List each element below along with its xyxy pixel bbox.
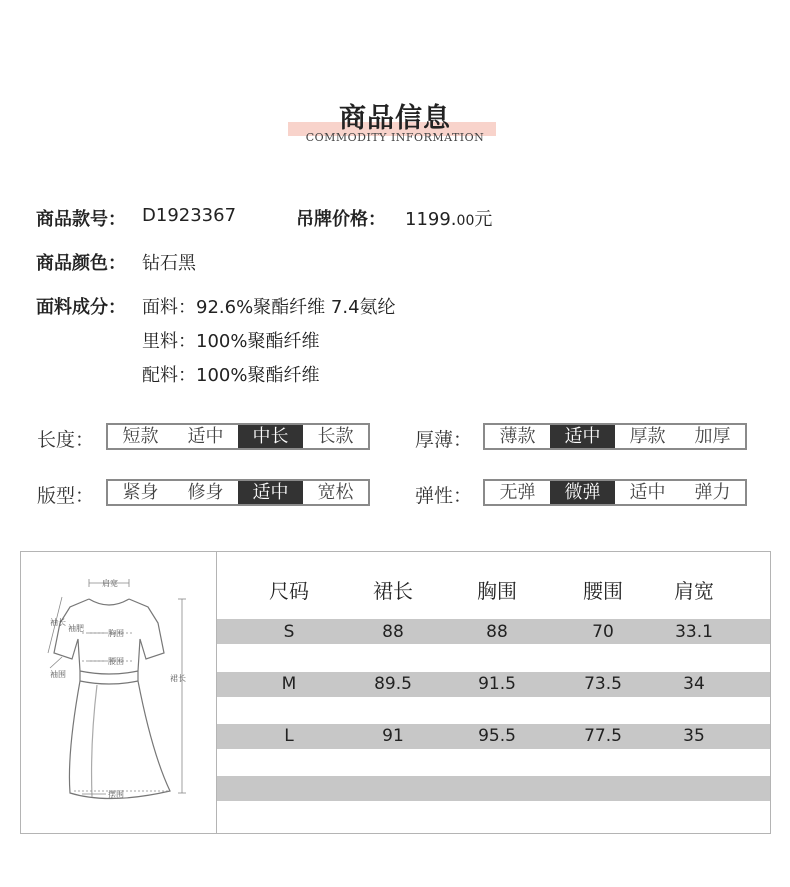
fit-option[interactable]: 紧身 [122,482,159,503]
table-cell: 88 [382,622,404,642]
section-title: 商品信息 [339,103,451,134]
diagram-label-cuff: 袖围 [50,670,66,679]
length-option[interactable]: 短款 [122,426,159,447]
fabric-line-shell: 面料：92.6%聚酯纤维 7.4氨纶 [142,297,396,318]
diagram-label-hem: 摆围 [108,790,124,799]
fit-label: 版型： [37,485,95,507]
price-unit: 元 [474,209,493,230]
fit-options [106,479,370,506]
thickness-options [483,423,747,450]
table-header: 腰围 [583,579,623,603]
thickness-option[interactable]: 加厚 [694,426,731,447]
thickness-option[interactable]: 适中 [550,425,615,448]
table-cell: 70 [592,622,614,642]
table-cell: 33.1 [675,622,713,642]
fabric-line-lining: 里料：100%聚酯纤维 [142,331,320,352]
price-main: 1199. [405,209,457,230]
table-cell: 73.5 [584,674,622,694]
color-label: 商品颜色： [36,253,126,274]
price-value [405,205,492,231]
table-cell: S [283,622,295,642]
table-cell: 35 [683,726,705,746]
thickness-label: 厚薄： [415,429,473,451]
table-cell: 95.5 [478,726,516,746]
elasticity-option[interactable]: 微弹 [550,481,615,504]
table-cell: 91.5 [478,674,516,694]
fabric-line-trim: 配料：100%聚酯纤维 [142,365,320,386]
color-value: 钻石黑 [142,253,196,274]
section-subtitle: COMMODITY INFORMATION [305,131,485,144]
elasticity-option[interactable]: 适中 [629,482,666,503]
sku-label: 商品款号： [36,209,126,230]
price-cents: 00 [456,213,475,229]
table-cell: M [281,674,297,694]
thickness-option[interactable]: 薄款 [499,426,536,447]
table-cell: 89.5 [374,674,412,694]
fabric-label: 面料成分： [36,297,126,318]
table-cell: 91 [382,726,404,746]
fit-option[interactable]: 适中 [238,481,303,504]
length-option[interactable]: 适中 [187,426,224,447]
elasticity-label: 弹性： [415,485,473,507]
table-cell: 34 [683,674,705,694]
table-cell: 77.5 [584,726,622,746]
length-options [106,423,370,450]
length-option[interactable]: 中长 [238,425,303,448]
size-table [217,573,770,813]
diagram-label-skirt-length: 裙长 [170,674,186,683]
elasticity-option[interactable]: 无弹 [499,482,536,503]
elasticity-option[interactable]: 弹力 [694,482,731,503]
diagram-label-chest: 胸围 [108,629,124,638]
price-label: 吊牌价格： [296,209,386,230]
diagram-label-sleeve-length: 袖长 [50,618,66,627]
table-header: 尺码 [269,579,309,603]
table-header: 胸围 [477,579,517,603]
table-cell: 88 [486,622,508,642]
table-header: 肩宽 [674,579,714,603]
dress-measurement-diagram [22,553,214,831]
diagram-label-waist: 腰围 [108,657,124,666]
thickness-option[interactable]: 厚款 [629,426,666,447]
length-label: 长度： [37,429,95,451]
fit-option[interactable]: 宽松 [317,482,354,503]
table-cell: L [284,726,294,746]
length-option[interactable]: 长款 [317,426,354,447]
diagram-label-sleeve-width: 袖肥 [68,624,84,633]
diagram-label-shoulder: 肩宽 [102,579,118,588]
fit-option[interactable]: 修身 [187,482,224,503]
elasticity-options [483,479,747,506]
sku-value: D1923367 [142,205,237,226]
table-header: 裙长 [373,579,413,603]
